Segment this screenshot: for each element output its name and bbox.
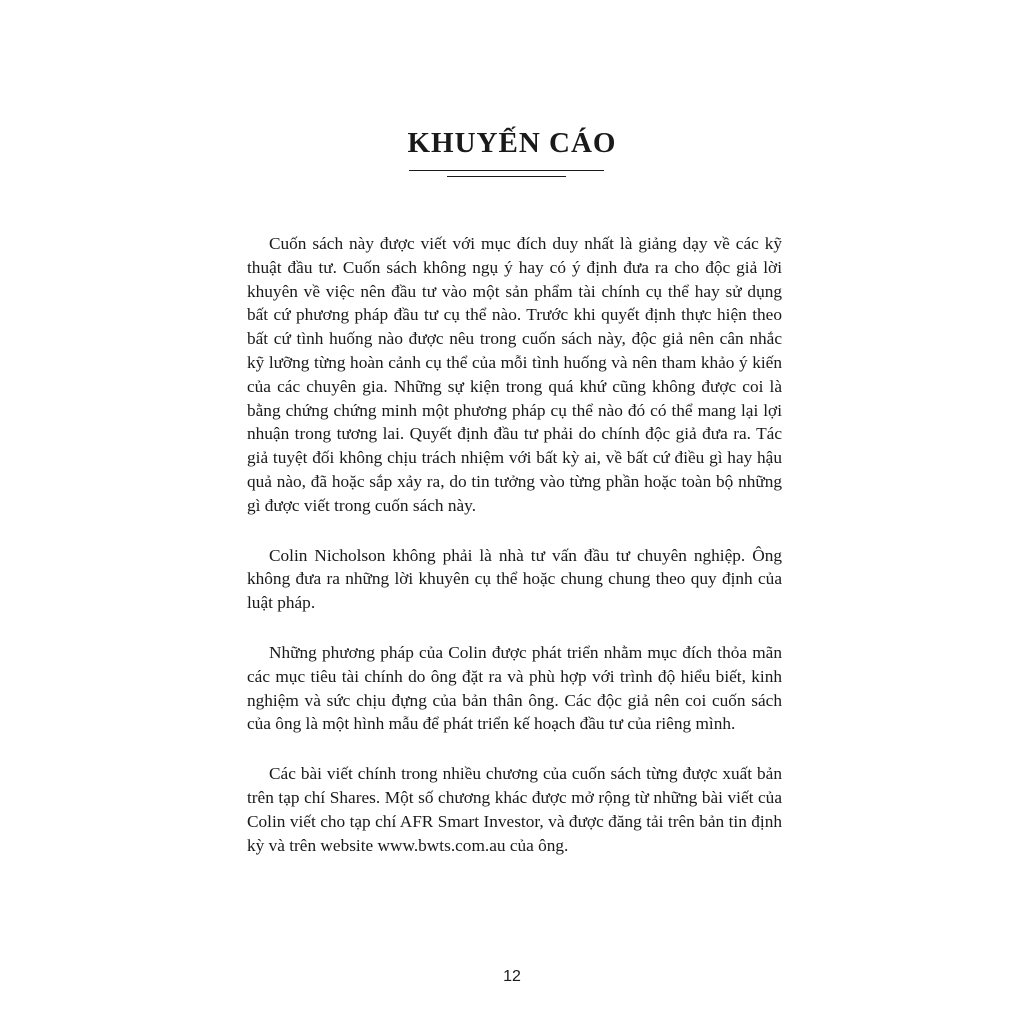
title-underline-short xyxy=(447,176,566,177)
page-title: KHUYẾN CÁO xyxy=(407,127,617,159)
paragraph-methods: Những phương pháp của Colin được phát triển nhằm mục đích thỏa mãn các mục tiêu tài chính do ông đặt ra và phù hợp với trình độ hiểu biết, kinh nghiệm và sức chịu đựng của bản thân ông. Các độc giả nên coi cuốn sách của ông là một hình mẫu để phát triển kế hoạch đầu tư của riêng mình. xyxy=(247,642,782,734)
disclaimer-body xyxy=(247,232,782,883)
paragraph-author-status: Colin Nicholson không phải là nhà tư vấn đầu tư chuyên nghiệp. Ông không đưa ra những lời khuyên cụ thể hoặc chung chung theo quy định của luật pháp. xyxy=(247,545,782,613)
paragraph-sources: Các bài viết chính trong nhiều chương của cuốn sách từng được xuất bản trên tạp chí Shares. Một số chương khác được mở rộng từ những bài viết của Colin viết cho tạp chí AFR Smart Investor, và được đăng tải trên bản tin định kỳ và trên website www.bwts.com.au của ông. xyxy=(247,764,782,855)
title-underline-long xyxy=(409,170,604,171)
page-number: 12 xyxy=(503,968,521,985)
paragraph-purpose: Cuốn sách này được viết với mục đích duy nhất là giảng dạy về các kỹ thuật đầu tư. Cuốn sách không ngụ ý hay có ý định đưa ra cho độc giả lời khuyên về việc nên đầu tư vào một sản phẩm tài chính cụ thể hay sử dụng bất cứ phương pháp đầu tư cụ thể nào. Trước khi quyết định thực hiện theo bất cứ tình huống nào được nêu trong cuốn sách này, độc giả nên cân nhắc kỹ lưỡng từng hoàn cảnh cụ thể của mỗi tình huống và nên tham khảo ý kiến của các chuyên gia. Những sự kiện trong quá khứ cũng không được coi là bằng chứng chứng minh một phương pháp cụ thể nào đó có thể mang lại lợi nhuận trong tương lai. Quyết định đầu tư phải do chính độc giả đưa ra. Tác giả tuyệt đối không chịu trách nhiệm với bất kỳ ai, về bất cứ điều gì hay hậu quả nào, đã hoặc sắp xảy ra, do tin tưởng vào từng phần hoặc toàn bộ những gì được viết trong cuốn sách này. xyxy=(247,234,782,515)
